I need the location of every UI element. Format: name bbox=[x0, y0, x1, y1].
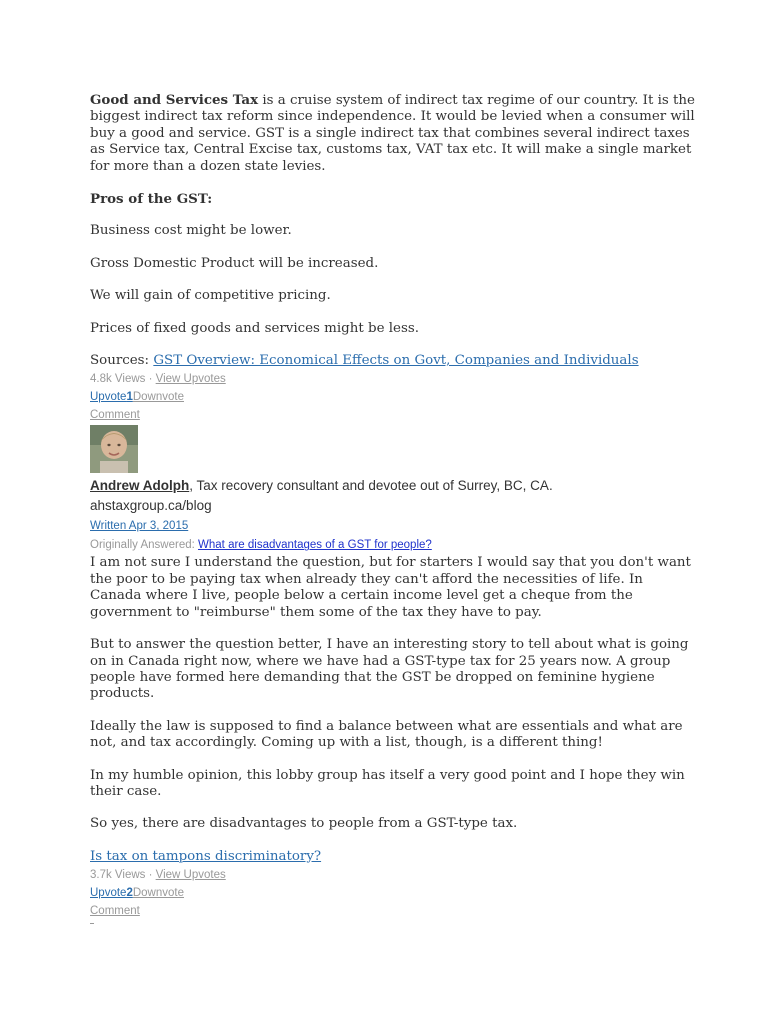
author-avatar[interactable] bbox=[90, 425, 138, 473]
comment-button[interactable]: Comment bbox=[90, 409, 140, 422]
originally-answered-label: Originally Answered: bbox=[90, 539, 199, 552]
meta-separator: · bbox=[145, 373, 156, 386]
views-count: 4.8k Views bbox=[90, 373, 146, 386]
related-question-link[interactable]: Is tax on tampons discriminatory? bbox=[90, 848, 322, 864]
answer-paragraph: But to answer the question better, I have an interesting story to tell about what is going on in Canada right now, where we have had a GST-type tax for 25 years now. A group people have formed here demanding that the GST be dropped on feminine hygiene products. bbox=[90, 637, 689, 702]
downvote-button[interactable]: Downvote bbox=[132, 887, 184, 900]
intro-bold-term: Good and Services Tax bbox=[90, 92, 259, 108]
pros-heading: Pros of the GST: bbox=[90, 191, 213, 208]
pros-item: Prices of fixed goods and services might be less. bbox=[90, 320, 419, 336]
author-line bbox=[90, 477, 698, 495]
upvote-count: 2 bbox=[126, 887, 133, 900]
meta-separator: · bbox=[145, 869, 156, 882]
author-bio: , Tax recovery consultant and devotee out of Surrey, BC, CA. bbox=[189, 478, 553, 494]
view-upvotes-link[interactable]: View Upvotes bbox=[155, 869, 226, 882]
answer2-stats bbox=[90, 868, 698, 883]
downvote-button[interactable]: Downvote bbox=[132, 391, 184, 404]
divider-mark bbox=[90, 923, 94, 924]
sources-line bbox=[90, 353, 698, 369]
answer2-votes bbox=[90, 886, 698, 901]
upvote-count: 1 bbox=[126, 391, 133, 404]
answer-paragraph: I am not sure I understand the question, but for starters I would say that you don't want the poor to be paying tax when already they can't afford the necessities of life. In Canada where I live, people below a certain income level get a cheque from the government to "reimburse" them some of the tax they have to pay. bbox=[90, 555, 691, 620]
upvote-label: Upvote bbox=[90, 887, 127, 900]
intro-paragraph bbox=[90, 92, 698, 175]
upvote-label: Upvote bbox=[90, 391, 127, 404]
answer-paragraph: So yes, there are disadvantages to people from a GST-type tax. bbox=[90, 816, 518, 832]
views-count: 3.7k Views bbox=[90, 869, 146, 882]
answer1-stats bbox=[90, 372, 698, 387]
answer-body bbox=[90, 555, 698, 865]
view-upvotes-link[interactable]: View Upvotes bbox=[155, 373, 226, 386]
intro-text: is a cruise system of indirect tax regime of our country. It is the biggest indirect tax reform since independence. It would be levied when a consumer will buy a good and service. GST is a single indirect tax that combines several indirect taxes as Service tax, Central Excise tax, customs tax, VAT tax etc. It will make a single market for more than a dozen state levies. bbox=[90, 93, 695, 174]
pros-item: Business cost might be lower. bbox=[90, 223, 292, 239]
written-date-link[interactable]: Written Apr 3, 2015 bbox=[90, 520, 189, 533]
answer-paragraph: Ideally the law is supposed to find a balance between what are essentials and what are not, and tax accordingly. Coming up with a list, though, is a different thing! bbox=[90, 718, 683, 751]
pros-item: We will gain of competitive pricing. bbox=[90, 288, 331, 304]
upvote-button[interactable] bbox=[90, 887, 133, 899]
originally-answered-line bbox=[90, 538, 698, 553]
comment-button[interactable]: Comment bbox=[90, 905, 140, 918]
original-question-link[interactable]: What are disadvantages of a GST for people? bbox=[198, 539, 432, 552]
written-date-line bbox=[90, 519, 698, 534]
pros-item: Gross Domestic Product will be increased. bbox=[90, 255, 379, 271]
answer-paragraph: In my humble opinion, this lobby group has itself a very good point and I hope they win their case. bbox=[90, 767, 685, 799]
answer1-votes bbox=[90, 390, 698, 405]
author-site: ahstaxgroup.ca/blog bbox=[90, 498, 212, 514]
sources-link[interactable]: GST Overview: Economical Effects on Govt, Companies and Individuals bbox=[153, 353, 639, 369]
sources-label: Sources: bbox=[90, 353, 154, 369]
author-name-link[interactable]: Andrew Adolph bbox=[90, 478, 190, 494]
related-question-line bbox=[90, 849, 698, 865]
upvote-button[interactable] bbox=[90, 391, 133, 403]
